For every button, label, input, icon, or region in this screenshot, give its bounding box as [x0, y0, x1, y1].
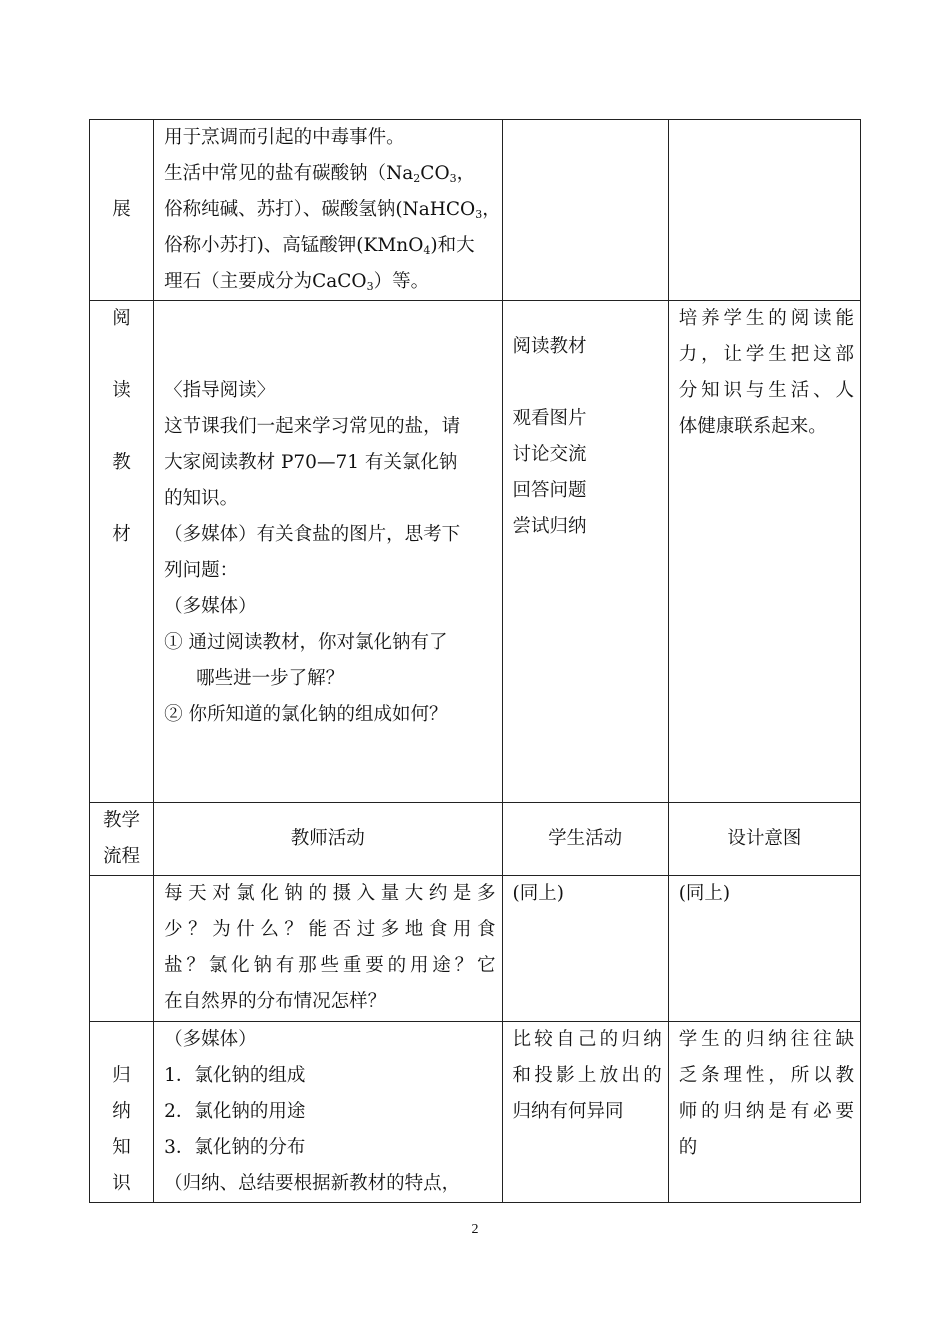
- teacher-activity-cell: [154, 1022, 502, 1203]
- question-item-cont: 哪些进一步了解？: [196, 668, 345, 689]
- stage-char: 材: [112, 524, 131, 545]
- text-line: 这节课我们一起来学习常见的盐，请: [164, 416, 461, 437]
- lesson-plan-table: [89, 119, 861, 1203]
- text-line: 盐？氯化钠有那些重要的用途？它: [164, 955, 496, 976]
- text-line: 师的归纳是有必要: [678, 1101, 854, 1122]
- list-item: 3．氯化钠的分布: [164, 1137, 306, 1158]
- teacher-activity-cell: [154, 120, 502, 301]
- text-line: 力，让学生把这部: [678, 344, 854, 365]
- stage-char: 纳: [112, 1101, 131, 1122]
- student-activity-cell: [502, 876, 668, 1022]
- student-activity-cell: [502, 1022, 668, 1203]
- text-line: 俗称小苏打)、高锰酸钾(KMnO$_4$)和大: [164, 235, 475, 257]
- text-line: 的: [678, 1137, 698, 1158]
- stage-char: 归: [112, 1065, 131, 1086]
- text-line: 尝试归纳: [512, 516, 587, 537]
- text-line: (同上): [678, 883, 731, 904]
- teacher-activity-cell: [154, 876, 502, 1022]
- design-intent-cell: [668, 120, 860, 301]
- page-number: 2: [471, 1222, 479, 1237]
- table-header-row: [90, 803, 861, 876]
- stage-cell: [90, 876, 154, 1022]
- table-row-zhan: [90, 120, 861, 301]
- table-row-summary: [90, 1022, 861, 1203]
- teacher-activity-cell: [154, 301, 502, 803]
- text-line: 大家阅读教材 P70—71 有关氯化钠: [164, 452, 458, 473]
- stage-cell: [90, 1022, 154, 1203]
- header-text: 流程: [103, 846, 141, 867]
- text-line: 学生的归纳往往缺: [678, 1029, 854, 1050]
- text-line: (同上): [512, 883, 564, 904]
- text-line: （多媒体）有关食盐的图片，思考下: [164, 524, 461, 545]
- table-row-read: [90, 301, 861, 803]
- design-intent-cell: [668, 301, 860, 803]
- text-line: 乏条理性，所以教: [678, 1065, 854, 1086]
- text-line: 分知识与生活、人: [678, 380, 854, 401]
- text-line: 体健康联系起来。: [678, 416, 827, 437]
- design-intent-cell: [668, 1022, 860, 1203]
- text-line: 理石（主要成分为CaCO$_3$）等。: [164, 271, 430, 293]
- stage-char: 识: [112, 1173, 131, 1194]
- text-line: 生活中常见的盐有碳酸钠（$Na_2CO_3$，: [164, 163, 476, 185]
- text-line: 少？为什么？能否过多地食用食: [164, 919, 496, 940]
- student-activity-cell: [502, 120, 668, 301]
- text-line: 每天对氯化钠的摄入量大约是多: [164, 883, 496, 904]
- question-item: ② 你所知道的氯化钠的组成如何？: [164, 704, 448, 725]
- text-line: 〈指导阅读〉: [164, 380, 276, 401]
- text-line: （多媒体）: [164, 596, 257, 617]
- text-line: 观看图片: [512, 408, 587, 429]
- text-line: 比较自己的归纳: [512, 1029, 662, 1050]
- list-item: 1．氯化钠的组成: [164, 1065, 306, 1086]
- text-line: （归纳、总结要根据新教材的特点，: [164, 1173, 461, 1194]
- stage-char: 读: [112, 380, 131, 401]
- text-line: 在自然界的分布情况怎样？: [164, 991, 387, 1012]
- table-row-continued: [90, 876, 861, 1022]
- text-line: 的知识。: [164, 488, 239, 509]
- text-line: 阅读教材: [512, 336, 587, 357]
- text-line: 俗称纯碱、苏打）、碳酸氢钠(NaHCO$_3$，: [164, 199, 501, 221]
- list-item: 2．氯化钠的用途: [164, 1101, 306, 1122]
- header-cell-intent: 设计意图: [668, 803, 860, 876]
- text-line: 用于烹调而引起的中毒事件。: [164, 127, 405, 148]
- text-line: 归纳有何异同: [512, 1101, 624, 1122]
- text-line: 回答问题: [512, 480, 587, 501]
- stage-cell: [90, 301, 154, 803]
- stage-label: 展: [112, 199, 131, 220]
- text-line: 培养学生的阅读能: [678, 308, 854, 329]
- design-intent-cell: [668, 876, 860, 1022]
- header-text: 教学: [103, 810, 141, 831]
- header-cell-teacher: 教师活动: [154, 803, 502, 876]
- text-line: （多媒体）: [164, 1029, 257, 1050]
- stage-char: 知: [112, 1137, 131, 1158]
- text-line: 和投影上放出的: [512, 1065, 662, 1086]
- student-activity-cell: [502, 301, 668, 803]
- stage-cell: [90, 120, 154, 301]
- header-cell-stage: [90, 803, 154, 876]
- stage-char: 阅: [112, 308, 131, 329]
- question-item: ① 通过阅读教材，你对氯化钠有了: [164, 632, 448, 653]
- text-line: 列问题：: [164, 560, 239, 581]
- text-line: 讨论交流: [512, 444, 587, 465]
- stage-char: 教: [112, 452, 131, 473]
- header-cell-student: 学生活动: [502, 803, 668, 876]
